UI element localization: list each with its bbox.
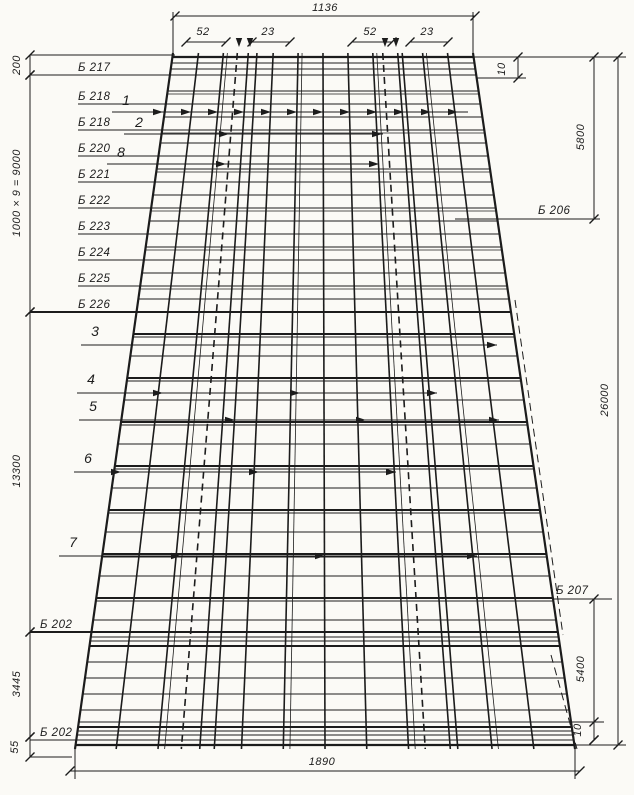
drawing-text: 6 [84, 450, 92, 466]
drawing-text: Б 202 [40, 727, 73, 739]
leader-arrow-icon [216, 161, 226, 167]
drawing-text: 1136 [312, 2, 338, 14]
drawing-text: Б 223 [78, 221, 111, 233]
mesh-bar [200, 53, 249, 749]
leader-arrow-down-icon [393, 38, 399, 47]
drawing-text: 13300 [11, 454, 23, 488]
drawing-text: Б 226 [78, 299, 111, 311]
drawing-text: Б 218 [78, 117, 111, 129]
leader-arrow-icon [153, 109, 163, 115]
drawing-text: 1890 [308, 756, 336, 768]
mesh-bar-dashed [181, 53, 237, 749]
mesh-bar [402, 53, 458, 749]
drawing-text: 10 [572, 723, 584, 737]
mesh-bar [398, 53, 451, 749]
drawing-text: 52 [363, 26, 377, 38]
drawing-text: Б 222 [78, 195, 111, 207]
drawing-text: 26000 [599, 383, 611, 417]
drawing-text: 5 [89, 398, 97, 414]
mesh-bar-dashed [383, 53, 425, 749]
mesh-bar [348, 53, 367, 749]
leader-arrow-icon [427, 390, 437, 396]
leader-arrow-icon [111, 469, 121, 475]
drawing-text: 4 [87, 371, 95, 387]
leader-arrow-icon [313, 109, 323, 115]
leader-arrow-icon [208, 109, 218, 115]
mesh-bar [214, 53, 257, 749]
mesh-bar [323, 53, 325, 749]
mesh-bar [165, 53, 228, 749]
drawing-text: Б 225 [78, 273, 111, 285]
drawing-text: 5800 [575, 123, 587, 151]
drawing-text: Б 218 [78, 91, 111, 103]
mesh-bar [423, 53, 492, 749]
drawing-text: 8 [117, 144, 125, 160]
drawing-text: 5400 [575, 655, 587, 683]
leader-arrow-icon [287, 109, 297, 115]
drawing-text: 1 [122, 92, 130, 108]
drawing-text: 1000 × 9 = 9000 [11, 149, 23, 237]
drawing-text: 10 [496, 62, 508, 76]
mesh-bar [158, 53, 223, 749]
drawing-text: 52 [196, 26, 210, 38]
leader-arrow-down-icon [236, 38, 242, 47]
leader-arrow-icon [181, 109, 191, 115]
drawing-text: Б 206 [538, 205, 571, 217]
leader-arrow-icon [369, 161, 379, 167]
drawing-text: Б 224 [78, 247, 111, 259]
mesh-bar [448, 53, 534, 749]
mesh-bar [373, 53, 409, 749]
drawing-text: Б 202 [40, 619, 73, 631]
mesh-bar [377, 53, 415, 749]
drawing-text: 23 [420, 26, 434, 38]
leader-arrow-icon [448, 109, 458, 115]
drawing-text: Б 207 [556, 585, 589, 597]
drawing-text: Б 220 [78, 143, 111, 155]
drawing-text: 2 [135, 114, 143, 130]
leader-arrow-icon [261, 109, 271, 115]
leader-arrow-icon [340, 109, 350, 115]
drawing-text: 7 [69, 534, 77, 550]
drawing-text: Б 221 [78, 169, 111, 181]
leader-arrow-icon [487, 342, 497, 348]
mesh-right-edge [473, 53, 575, 749]
leader-arrow-icon [234, 109, 244, 115]
drawing-text: 55 [9, 740, 21, 754]
drawing-text: Б 217 [78, 62, 111, 74]
mesh-bar [241, 53, 273, 749]
leader-arrow-icon [290, 390, 300, 396]
leader-arrow-icon [219, 131, 229, 137]
drawing-text: 3445 [11, 670, 23, 698]
drawing-text: 23 [261, 26, 275, 38]
drawing-text: 3 [91, 323, 99, 339]
drawing-text: 200 [11, 55, 23, 75]
